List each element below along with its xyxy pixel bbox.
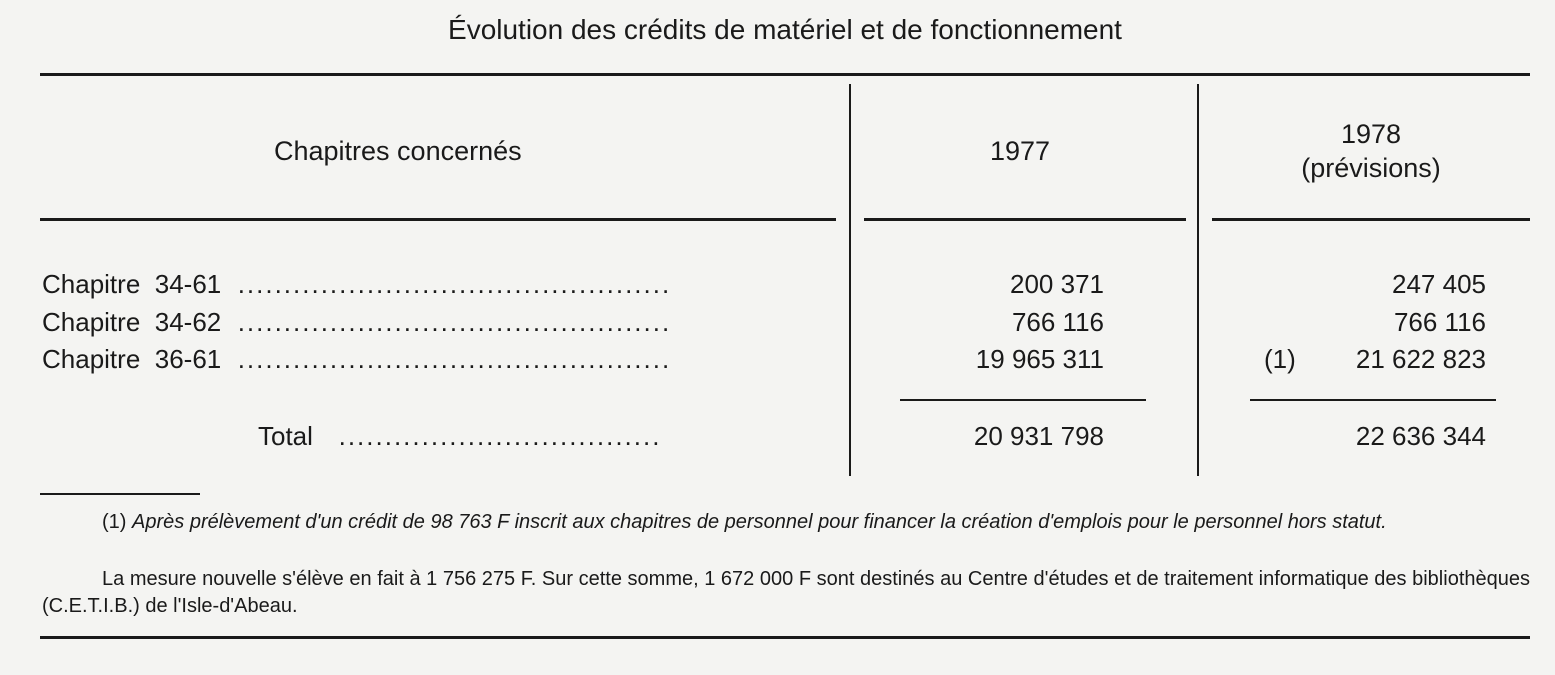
leader-dots: ................................... — [320, 421, 662, 451]
header-1978-label: (prévisions) — [1301, 153, 1441, 183]
header-rule-1978 — [1212, 218, 1530, 221]
total-1977: 20 931 798 — [973, 421, 1104, 451]
header-chapters: Chapitres concernés — [274, 136, 522, 166]
header-1978-year: 1978 — [1340, 119, 1402, 149]
row-chapter-word: Chapitre — [42, 269, 141, 299]
table-row-label — [42, 306, 842, 338]
leader-dots: ............................................... — [228, 269, 672, 299]
column-divider-1 — [849, 84, 851, 476]
table-row-label — [42, 268, 842, 300]
cell-1978: 247 405 — [1392, 269, 1486, 299]
leader-dots: ............................................... — [228, 307, 672, 337]
cell-1977: 766 116 — [1011, 307, 1104, 337]
row-chapter-code: 34-61 — [154, 269, 222, 299]
footnote-separator — [40, 493, 200, 495]
header-1978 — [1240, 117, 1502, 185]
cell-1978: 21 622 823 — [1355, 344, 1486, 374]
sum-rule-1977 — [900, 399, 1146, 401]
cell-1978: 766 116 — [1393, 307, 1486, 337]
cell-1977: 200 371 — [1010, 269, 1104, 299]
row-chapter-word: Chapitre — [42, 307, 141, 337]
footnote-text: Après prélèvement d'un crédit de 98 763 F inscrit aux chapitres de personnel pour financer la création d'emplois pour le personnel hors statut. — [132, 511, 1387, 533]
leader-dots: ............................................... — [228, 344, 672, 374]
total-1978: 22 636 344 — [1355, 421, 1486, 451]
footnote — [42, 509, 1530, 536]
column-divider-2 — [1197, 84, 1199, 476]
row-chapter-code: 34-62 — [154, 307, 222, 337]
page-title: Évolution des crédits de matériel et de fonctionnement — [448, 14, 1122, 45]
note-paragraph: La mesure nouvelle s'élève en fait à 1 756 275 F. Sur cette somme, 1 672 000 F sont destinés au Centre d'études et de traitement informatique des bibliothèques (C.E.T.I.B.) de l'Isle-d'Abeau. — [42, 568, 1530, 617]
sum-rule-1978 — [1250, 399, 1496, 401]
footnote-ref: (1) — [1264, 344, 1296, 374]
row-chapter-code: 36-61 — [154, 344, 222, 374]
footnote-marker: (1) — [102, 511, 127, 533]
top-rule — [40, 73, 1530, 76]
header-rule-chapters — [40, 218, 836, 221]
header-1977: 1977 — [990, 136, 1051, 166]
row-chapter-word: Chapitre — [42, 344, 141, 374]
bottom-rule — [40, 636, 1530, 639]
total-label: Total — [258, 421, 313, 451]
cell-1977: 19 965 311 — [975, 344, 1104, 374]
header-rule-1977 — [864, 218, 1186, 221]
total-row-label — [258, 420, 848, 452]
table-row-label — [42, 343, 842, 375]
